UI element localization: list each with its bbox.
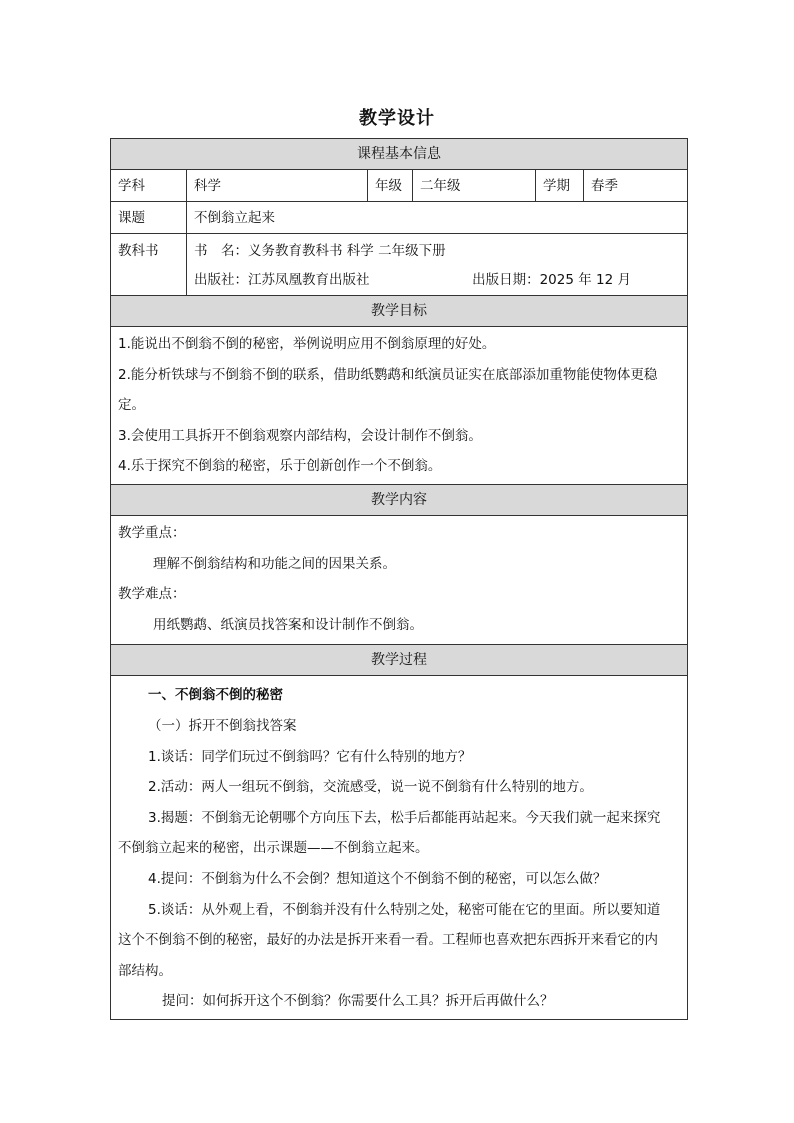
subject-label: 学科 [111, 170, 187, 201]
goal-item: 3.会使用工具拆开不倒翁观察内部结构，会设计制作不倒翁。 [118, 427, 482, 444]
process-line: 3.揭题：不倒翁无论朝哪个方向压下去，松手后都能再站起来。今天我们就一起来探究 [148, 809, 661, 826]
content-list [111, 516, 687, 644]
difficult-point-text: 用纸鹦鹉、纸演员找答案和设计制作不倒翁。 [153, 616, 423, 633]
book-name-line [194, 237, 687, 266]
term-label: 学期 [536, 170, 584, 201]
topic-label: 课题 [111, 202, 187, 233]
topic-value: 不倒翁立起来 [194, 210, 275, 226]
content-header [111, 485, 687, 516]
term-value: 春季 [591, 178, 618, 194]
goal-item: 2.能分析铁球与不倒翁不倒的联系，借助纸鹦鹉和纸演员证实在底部添加重物能使物体更稳 [118, 366, 658, 383]
basic-info-header [111, 139, 687, 170]
basic-info-header-label: 课程基本信息 [357, 146, 441, 162]
goal-item: 定。 [118, 397, 145, 414]
process-header-label: 教学过程 [371, 652, 427, 669]
textbook-label: 教科书 [111, 234, 187, 295]
content-header-label: 教学内容 [371, 491, 427, 508]
process-line: 1.谈话：同学们玩过不倒翁吗？它有什么特别的地方？ [148, 748, 472, 765]
process-line: 这个不倒翁不倒的秘密，最好的办法是拆开来看一看。工程师也喜欢把东西拆开来看它的内 [118, 932, 658, 949]
book-name: 书 名：义务教育教科书 科学 二年级下册 [194, 243, 446, 259]
process-line: 4.提问：不倒翁为什么不会倒？想知道这个不倒翁不倒的秘密，可以怎么做？ [148, 870, 607, 887]
goals-list [111, 327, 687, 484]
publish-date: 出版日期：2025 年 12 月 [472, 272, 631, 288]
section-title: 一、不倒翁不倒的秘密 [148, 687, 283, 704]
lesson-plan-table [110, 138, 688, 1020]
difficult-point-label: 教学难点： [118, 586, 186, 603]
process-list [111, 676, 687, 1019]
subject-value: 科学 [187, 170, 368, 201]
textbook-row [111, 234, 687, 296]
key-point-text: 理解不倒翁结构和功能之间的因果关系。 [153, 555, 396, 572]
content-body [111, 516, 687, 645]
publisher-line [194, 266, 687, 295]
goals-header-label: 教学目标 [371, 303, 427, 319]
goals-header [111, 296, 687, 327]
key-point-label: 教学重点： [118, 524, 186, 541]
process-line: 提问：如何拆开这个不倒翁？你需要什么工具？拆开后再做什么？ [162, 993, 554, 1010]
goal-item: 4.乐于探究不倒翁的秘密，乐于创新创作一个不倒翁。 [118, 458, 442, 475]
topic-row [111, 202, 687, 234]
process-line: 部结构。 [118, 962, 172, 979]
document-title: 教学设计 [359, 108, 435, 129]
process-line: 5.谈话：从外观上看，不倒翁并没有什么特别之处，秘密可能在它的里面。所以要知道 [148, 901, 661, 918]
grade-value: 二年级 [413, 170, 536, 201]
process-header [111, 645, 687, 676]
basic-info-row [111, 170, 687, 202]
grade-label: 年级 [368, 170, 413, 201]
process-body [111, 676, 687, 1019]
process-line: 不倒翁立起来的秘密，出示课题——不倒翁立起来。 [118, 840, 429, 857]
textbook-info [187, 234, 687, 295]
process-line: 2.活动：两人一组玩不倒翁，交流感受，说一说不倒翁有什么特别的地方。 [148, 779, 593, 796]
goal-item: 1.能说出不倒翁不倒的秘密，举例说明应用不倒翁原理的好处。 [118, 336, 496, 352]
goals-body [111, 327, 687, 485]
sub-section-title: （一）拆开不倒翁找答案 [148, 717, 297, 734]
publisher: 出版社：江苏凤凰教育出版社 [194, 272, 370, 288]
